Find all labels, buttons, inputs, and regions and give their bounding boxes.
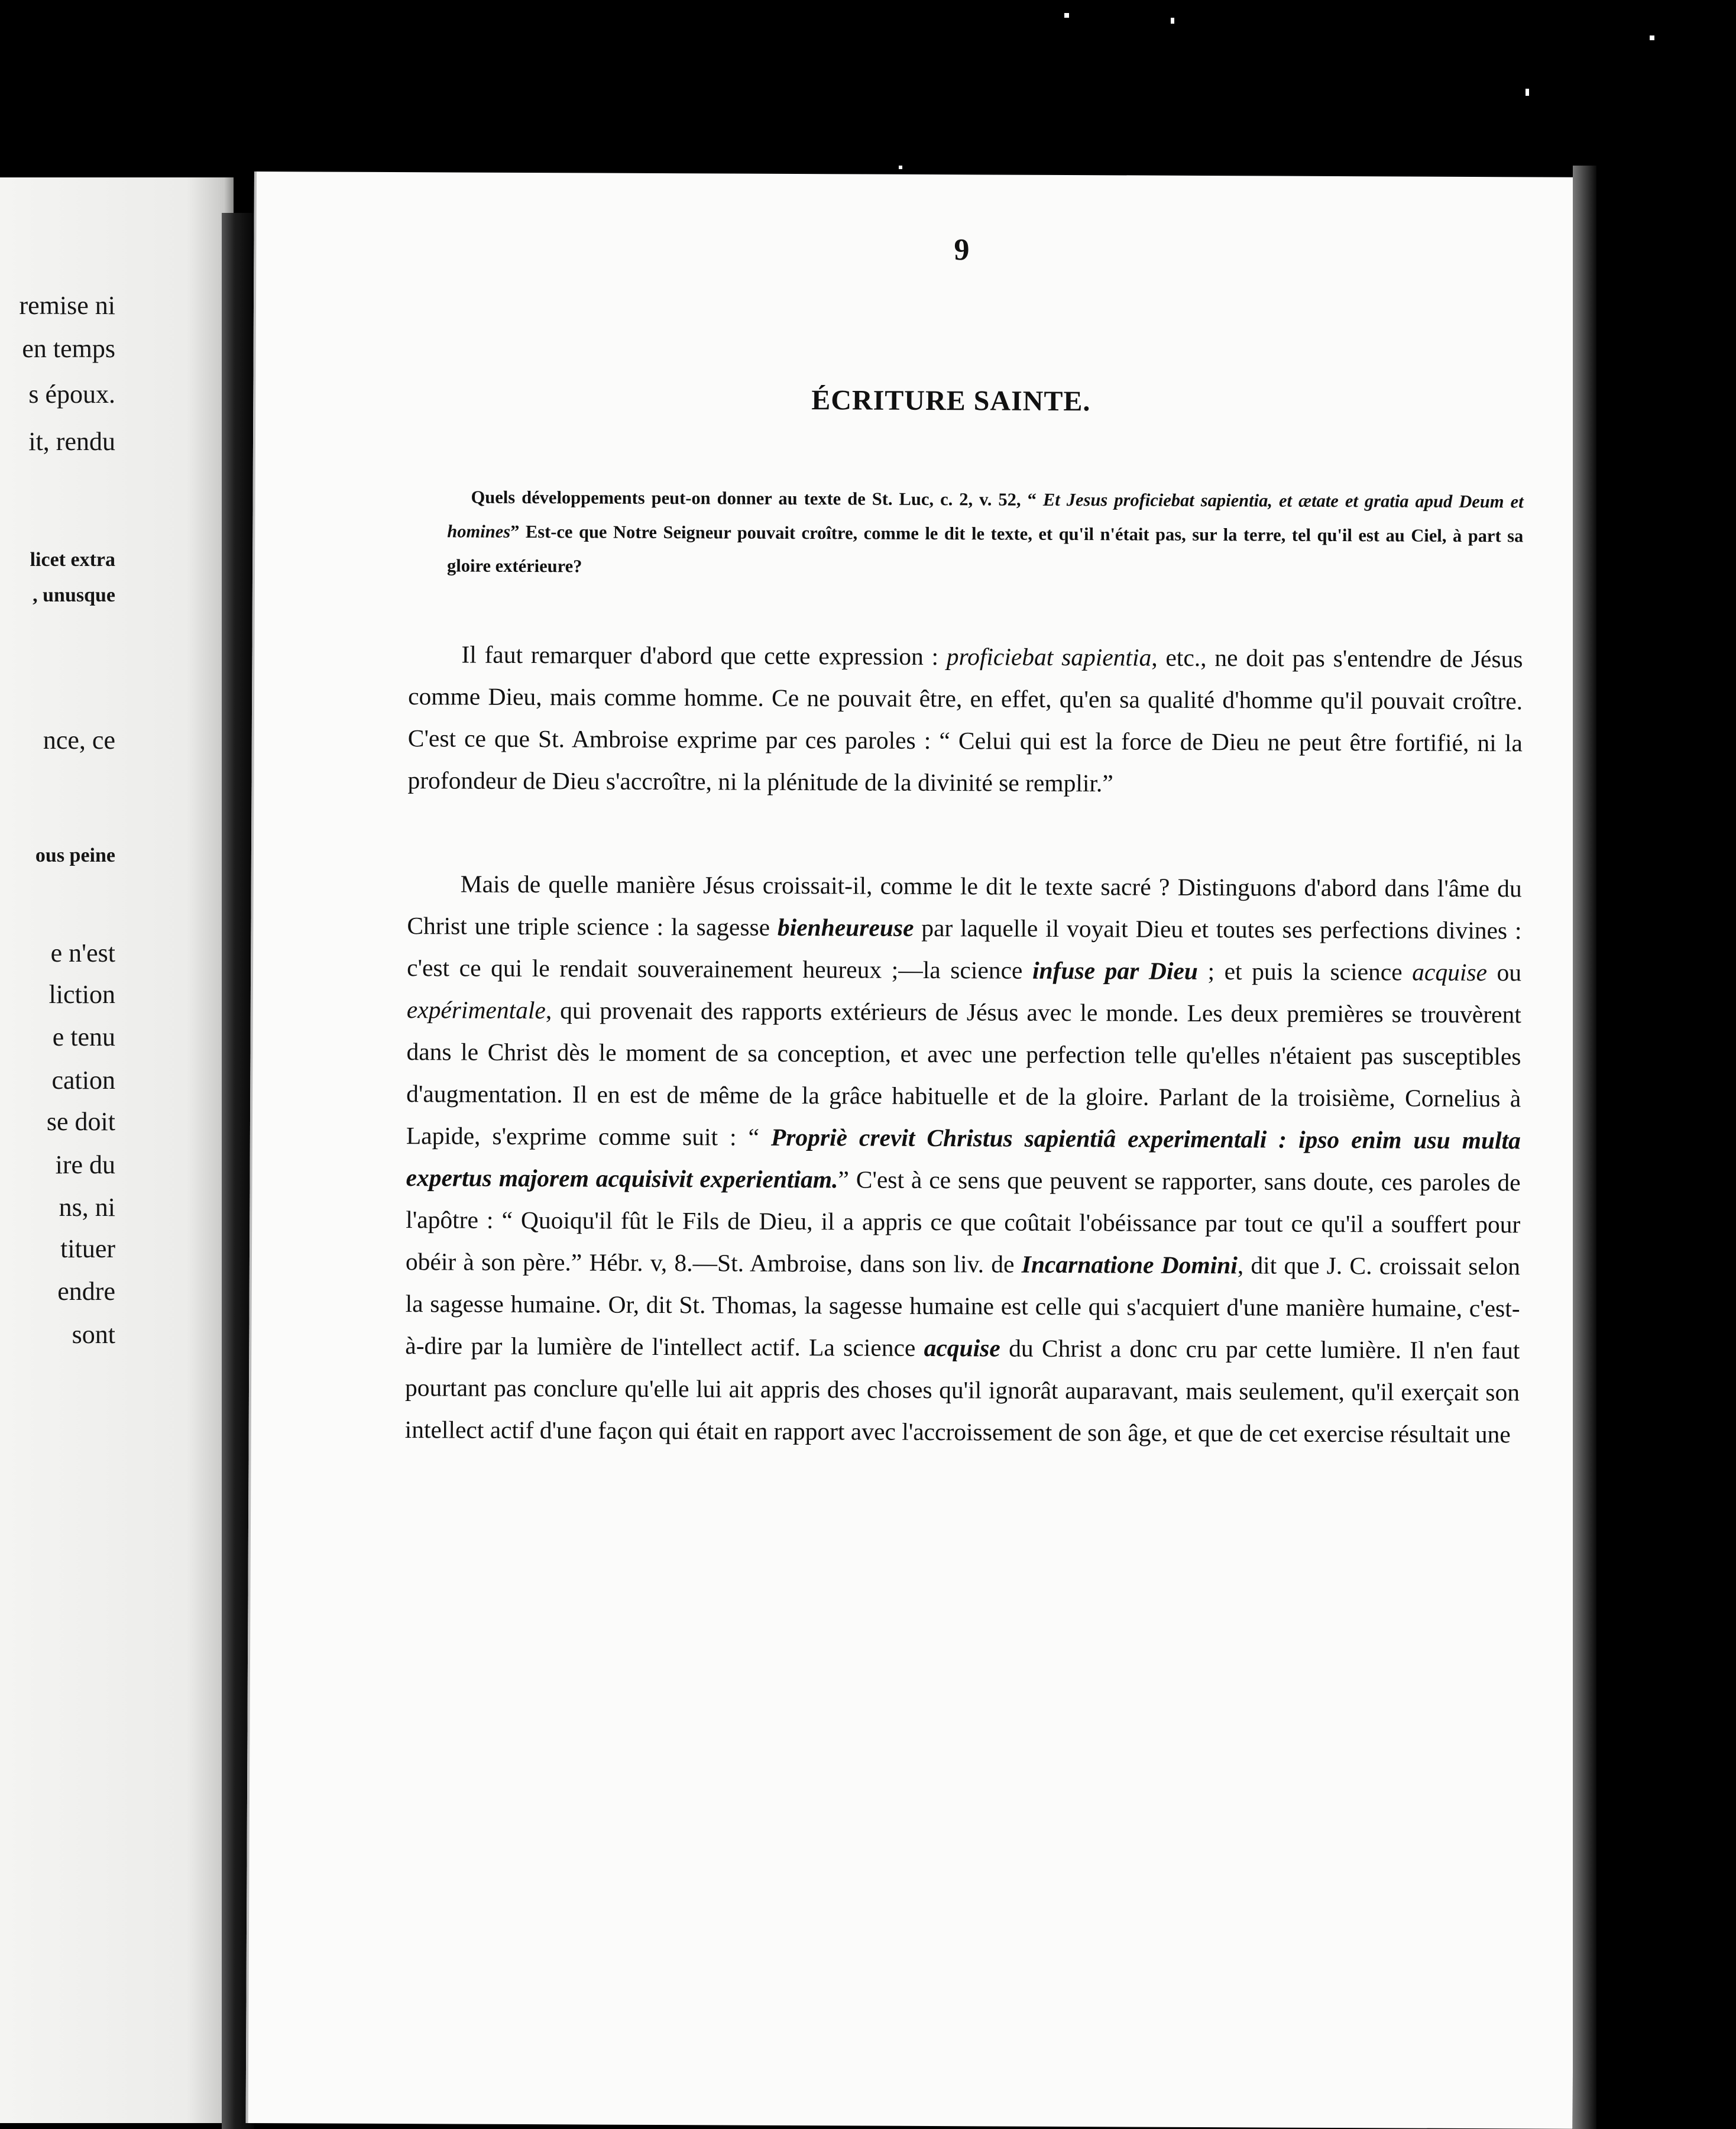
left-page-line: e tenu: [52, 1023, 115, 1051]
para2-emph-experimentale: expérimentale: [406, 996, 546, 1024]
scan-speck: [1064, 13, 1069, 18]
left-page-line: liction: [48, 980, 115, 1009]
para2-text-8: , dit que J. C. croissait selon la sagesse humaine. Or, dit St. Thomas, la sagesse humaine est celle qui s'acquiert d'une manière humaine, c'est-à-dire par la lumière de l'intellect actif. La science: [405, 1251, 1521, 1361]
left-page-line: e n'est: [50, 939, 115, 968]
scan-speck: [1650, 35, 1654, 40]
left-page-line: se doit: [46, 1107, 115, 1136]
left-page-line: s époux.: [28, 380, 115, 409]
paragraph-2: [405, 863, 1522, 1455]
para2-text-1: Mais de quelle manière Jésus croissait-il, comme le dit le texte sacré ? Distinguons d'abord dans l'âme du Christ une triple science : la sagesse: [407, 870, 1522, 941]
para1-latin: proficiebat sapientia: [946, 643, 1152, 671]
page-edge-shadow: [1573, 166, 1596, 2129]
facing-page-left: [0, 177, 234, 2123]
book-page: [246, 172, 1581, 2129]
para2-emph-bienheureuse: bienheureuse: [777, 913, 914, 941]
para2-latin-quote: Propriè crevit Christus sapientiâ experimentali : ipso enim usu multa expertus majorem acquisivit experientiam.: [406, 1123, 1521, 1193]
question-body: ” Est-ce que Notre Seigneur pouvait croître, comme le dit le texte, et qu'il n'était pas, sur la terre, tel qu'il est au Ciel, à part sa gloire extérieure?: [447, 521, 1524, 577]
para2-emph-acquise: acquise: [1412, 958, 1488, 986]
para2-text-10: du Christ a donc cru par cette lumière. Il n'en faut pourtant pas conclure qu'elle lui ait appris des choses qu'il ignorât auparavant, mais seulement, qu'il exerçait son intellect actif d'une façon qui était en rapport avec l'accroissement de son âge, et que de cet exercise résultait une: [404, 1334, 1520, 1448]
paragraph-1: [407, 633, 1523, 806]
scan-speck: [1171, 18, 1174, 24]
question-latin-quote: Et Jesus proficiebat sapientia, et ætate et gratia apud Deum et homines: [447, 489, 1524, 542]
question-text: [447, 480, 1524, 587]
para2-text-6: ” C'est à ce sens que peuvent se rapporter, sans doute, ces paroles de l'apôtre : “ Quoiqu'il fût le Fils de Dieu, il a appris ce que coûtait l'obéissance par tout ce qu'il a souffert pour obéir à son père.” Hébr. v, 8.—St. Ambroise, dans son liv. de: [405, 1166, 1521, 1278]
scan-speck: [1526, 89, 1529, 96]
question-intro: Quels développements peut-on donner au texte de St. Luc, c. 2, v. 52, “: [471, 487, 1043, 510]
left-page-line: endre: [57, 1277, 115, 1306]
para2-emph-infuse: infuse par Dieu: [1032, 956, 1199, 985]
para2-text-2: par laquelle il voyait Dieu et toutes ses perfections divines : c'est ce qui le rendait souverainement heureux ;—la science: [407, 914, 1522, 984]
left-page-line: it, rendu: [28, 427, 115, 456]
para2-text-3: ; et puis la science: [1197, 957, 1413, 986]
para2-text-5: , qui provenait des rapports extérieurs de Jésus avec le monde. Les deux premières se trouvèrent dans le Christ dès le moment de sa conception, et avec une perfection telle qu'elles n'étaient pas susceptibles d'augmentation. Il en est de même de la grâce habituelle et de la gloire. Parlant de la troisième, Cornelius à Lapide, s'exprime comme suit : “: [406, 996, 1521, 1151]
left-page-line: nce, ce: [43, 726, 115, 755]
para2-text-4: ou: [1486, 959, 1522, 986]
left-page-line: remise ni: [19, 291, 115, 320]
para2-book-title: Incarnatione Domini: [1021, 1250, 1238, 1279]
left-page-line: cation: [51, 1066, 115, 1095]
left-page-line: licet extra: [30, 549, 115, 571]
left-page-line: ns, ni: [59, 1193, 115, 1222]
left-page-line: ire du: [55, 1150, 115, 1179]
para2-emph-acquise-2: acquise: [924, 1334, 1000, 1362]
left-page-line: , unusque: [33, 584, 115, 606]
left-page-line: tituer: [60, 1234, 115, 1263]
page-number: 9: [954, 233, 970, 267]
left-page-line: sont: [72, 1320, 115, 1349]
left-page-line: ous peine: [35, 845, 115, 866]
section-title: ÉCRITURE SAINTE.: [811, 384, 1091, 418]
left-page-line: en temps: [22, 334, 115, 363]
para1-text-b: , etc., ne doit pas s'entendre de Jésus comme Dieu, mais comme homme. Ce ne pouvait être, en effet, qu'en sa qualité d'homme qu'il pouvait croître. C'est ce que St. Ambroise exprime par ces paroles : “ Celui qui est la force de Dieu ne peut être fortifié, ni la profondeur de Dieu s'accroître, ni la plénitude de la divinité se remplir.”: [407, 643, 1523, 797]
para1-text-a: Il faut remarquer d'abord que cette expression :: [461, 640, 947, 671]
scan-speck: [899, 166, 902, 169]
